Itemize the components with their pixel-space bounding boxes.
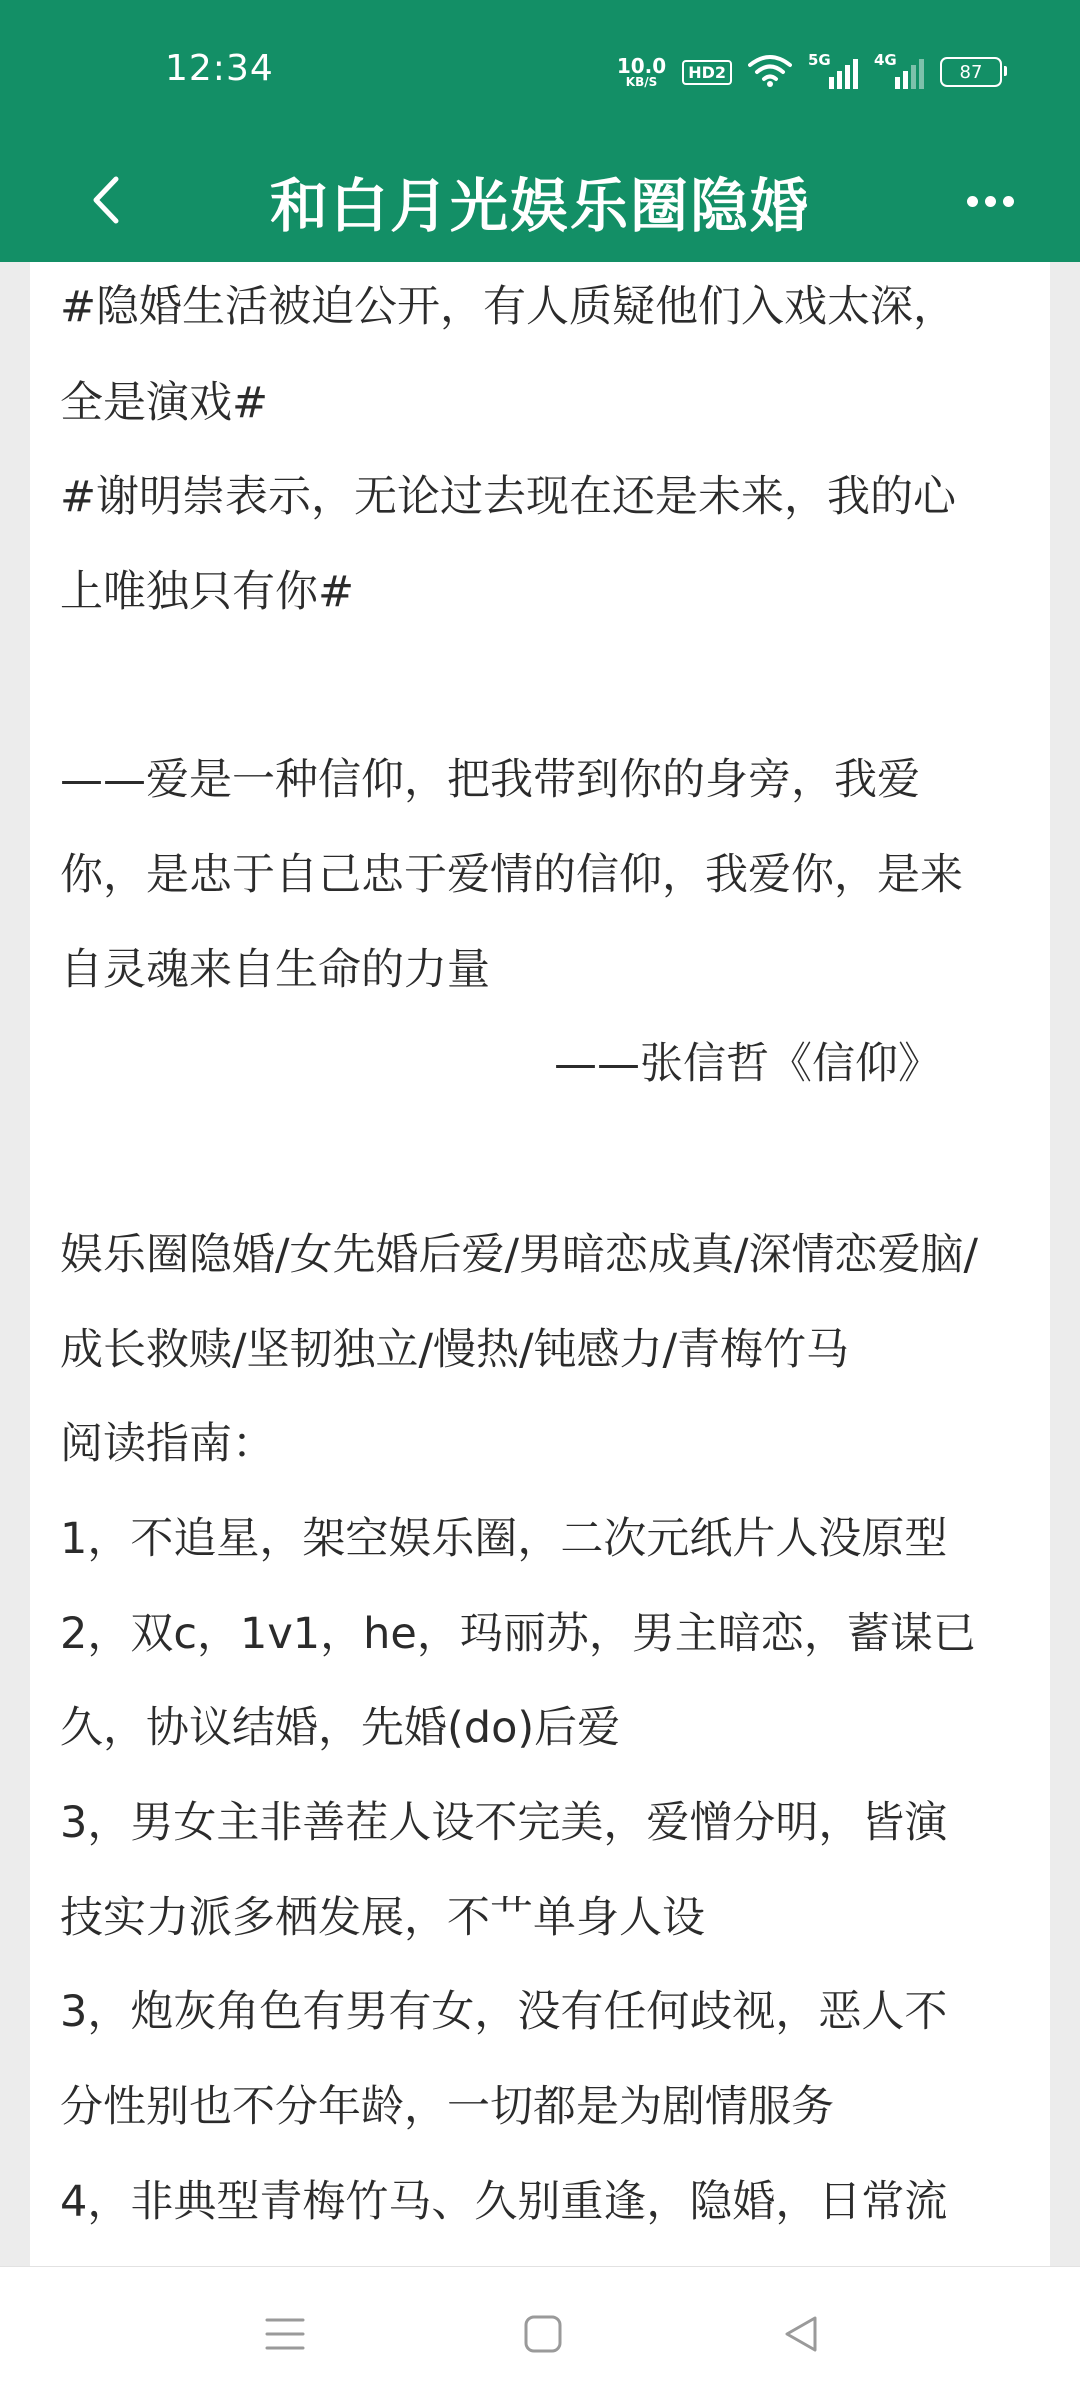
app-bar bbox=[0, 140, 1080, 262]
system-navigation-bar bbox=[0, 2266, 1080, 2401]
hd-voice-icon: HD2 bbox=[682, 60, 732, 85]
status-icons bbox=[617, 52, 1002, 92]
content-line: 阅读指南： bbox=[60, 1419, 275, 1469]
content-line: 1，不追星，架空娱乐圈，二次元纸片人没原型 bbox=[60, 1514, 948, 1564]
back-button[interactable] bbox=[78, 165, 138, 235]
content-line: 分性别也不分年龄，一切都是为剧情服务 bbox=[60, 2082, 834, 2132]
back-triangle-icon bbox=[781, 2314, 821, 2354]
network-speed bbox=[617, 56, 666, 88]
quote-attribution: ——张信哲《信仰》 bbox=[554, 1039, 941, 1089]
status-time: 12:34 bbox=[165, 48, 274, 89]
content-line: 娱乐圈隐婚/女先婚后爱/男暗恋成真/深情恋爱脑/ bbox=[60, 1230, 978, 1280]
more-dot-icon bbox=[967, 196, 978, 207]
content-line: 3，男女主非善茬人设不完美，爱憎分明，皆演 bbox=[60, 1798, 948, 1848]
battery-level: 87 bbox=[959, 61, 983, 83]
network-speed-unit: KB/S bbox=[625, 75, 658, 89]
home-square-icon bbox=[523, 2314, 563, 2354]
content-line: 你，是忠于自己忠于爱情的信仰，我爱你，是来 bbox=[60, 850, 963, 900]
menu-icon bbox=[265, 2316, 305, 2352]
more-dot-icon bbox=[1003, 196, 1014, 207]
signal-5g-icon bbox=[808, 51, 858, 89]
content-line: 上唯独只有你# bbox=[60, 567, 355, 617]
signal-4g-icon bbox=[874, 51, 924, 89]
more-dot-icon bbox=[985, 196, 996, 207]
content-line: 久，协议结婚，先婚(do)后爱 bbox=[60, 1703, 621, 1753]
content-line: ——爱是一种信仰，把我带到你的身旁，我爱 bbox=[60, 755, 920, 805]
content-line: 技实力派多栖发展，不艹单身人设 bbox=[60, 1893, 705, 1943]
status-bar bbox=[0, 0, 1080, 140]
nav-back-button[interactable] bbox=[771, 2304, 831, 2364]
content-line: #谢明崇表示，无论过去现在还是未来，我的心 bbox=[60, 472, 957, 522]
content-line: 自灵魂来自生命的力量 bbox=[60, 945, 490, 995]
content-line: 全是演戏# bbox=[60, 378, 269, 428]
chevron-left-icon bbox=[78, 165, 138, 235]
network-speed-value: 10.0 bbox=[616, 54, 667, 78]
signal-5g-label: 5G bbox=[808, 51, 831, 69]
more-options-button[interactable] bbox=[955, 176, 1025, 226]
content-line: 3，炮灰角色有男有女，没有任何歧视，恶人不 bbox=[60, 1987, 948, 2037]
signal-4g-label: 4G bbox=[874, 51, 897, 69]
nav-menu-button[interactable] bbox=[255, 2304, 315, 2364]
content-line: #隐婚生活被迫公开，有人质疑他们入戏太深， bbox=[60, 282, 957, 332]
content-line: 4，非典型青梅竹马、久别重逢，隐婚，日常流 bbox=[60, 2177, 948, 2227]
reading-content[interactable] bbox=[30, 262, 1050, 2266]
page-title: 和白月光娱乐圈隐婚 bbox=[269, 172, 810, 240]
battery-icon bbox=[940, 57, 1002, 87]
nav-home-button[interactable] bbox=[513, 2304, 573, 2364]
content-line: 2，双c，1v1，he，玛丽苏，男主暗恋，蓄谋已 bbox=[60, 1609, 976, 1659]
wifi-icon bbox=[748, 53, 792, 91]
content-line: 成长救赎/坚韧独立/慢热/钝感力/青梅竹马 bbox=[60, 1325, 849, 1375]
